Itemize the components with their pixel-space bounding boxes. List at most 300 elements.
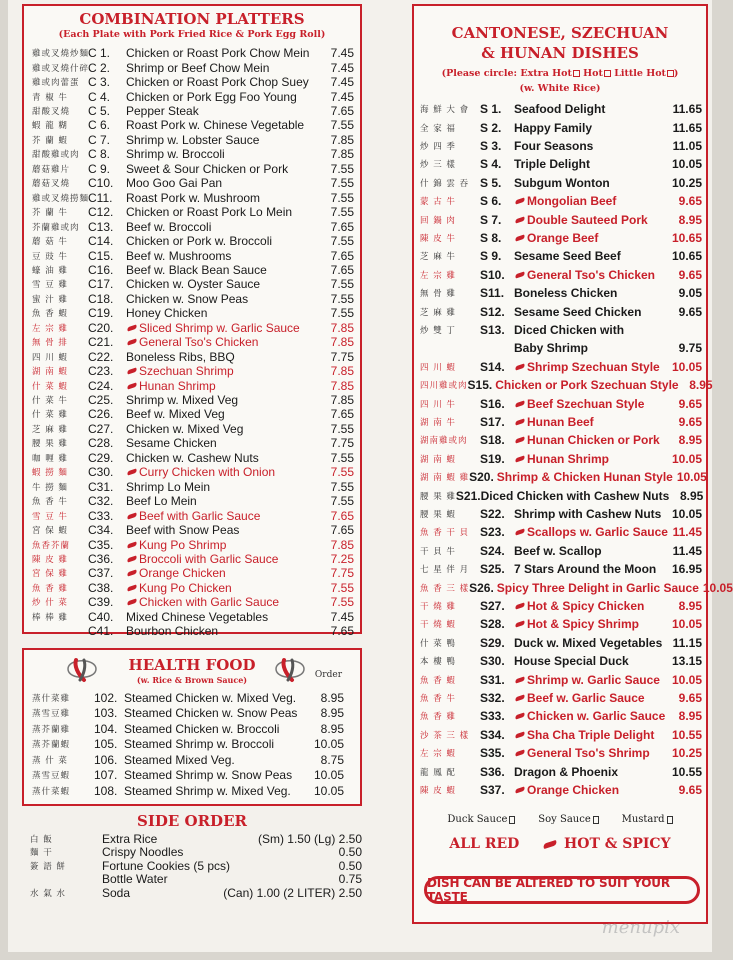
item-code: C36. [88, 551, 114, 566]
item-price: 7.55 [330, 291, 354, 306]
cantonese-item[interactable] [420, 615, 702, 633]
chinese-name: 魚 香 蝦 [32, 309, 68, 320]
chinese-name: 蒙 古 牛 [420, 197, 456, 208]
chinese-name: 蘑菇叉燒 [32, 179, 71, 190]
chinese-name: 什 菜 牛 [32, 396, 68, 407]
cantonese-item[interactable] [420, 505, 702, 523]
item-code: S27. [480, 598, 505, 613]
item-code: C13. [88, 219, 114, 234]
cantonese-item[interactable] [420, 560, 702, 578]
health-item[interactable] [32, 752, 344, 768]
item-name: Shrimp w. Broccoli [126, 147, 225, 162]
item-price: 7.55 [330, 465, 354, 480]
watermark: menupix [601, 917, 680, 938]
item-name: General Tso's Shrimp [527, 746, 650, 761]
health-item[interactable] [32, 783, 344, 799]
item-code: S14. [480, 359, 505, 374]
combo-item[interactable] [32, 393, 354, 407]
item-code: C31. [88, 479, 114, 494]
item-name: Chicken or Pork Egg Foo Young [126, 89, 297, 104]
item-code: C34. [88, 523, 114, 538]
chili-icon [515, 621, 526, 628]
cantonese-item[interactable] [420, 486, 702, 504]
item-price: 7.85 [330, 378, 354, 393]
combo-item[interactable] [32, 162, 354, 176]
chinese-name: 芝 麻 雞 [32, 424, 68, 435]
chinese-name: 芝 麻 雞 [420, 307, 456, 318]
cantonese-item[interactable] [420, 689, 702, 707]
chinese-name: 雞或叉燒炒麵 [32, 49, 90, 60]
hot-checkbox[interactable] [604, 70, 611, 77]
combo-item[interactable] [32, 610, 354, 624]
cantonese-item[interactable] [420, 376, 713, 394]
item-code: C18. [88, 291, 114, 306]
chinese-name: 什 菜 鴨 [420, 638, 456, 649]
item-code: S36. [480, 764, 505, 779]
item-name: House Special Duck [514, 654, 629, 669]
chili-icon [127, 599, 138, 606]
item-name: Hunan Beef [527, 414, 594, 429]
chinese-name: 炒 四 季 [420, 141, 456, 152]
item-code: S 1. [480, 102, 502, 117]
cantonese-item[interactable] [420, 155, 702, 173]
combo-item[interactable] [32, 465, 354, 479]
item-name: Sesame Seed Beef [514, 249, 621, 264]
combo-item[interactable] [32, 451, 354, 465]
combo-item[interactable] [32, 248, 354, 262]
combo-item[interactable] [32, 480, 354, 494]
cantonese-item[interactable] [420, 394, 702, 412]
chinese-name: 雞或叉燒什碎 [32, 63, 90, 74]
chili-icon [493, 383, 494, 387]
item-price: 13.15 [671, 654, 702, 669]
chinese-name: 甜酸雞或肉 [32, 150, 80, 161]
chili-icon [494, 586, 495, 590]
chinese-name: 炒 三 樣 [420, 160, 456, 171]
cantonese-item[interactable] [420, 450, 702, 468]
cantonese-item[interactable] [420, 670, 702, 688]
item-name: Broccoli with Garlic Sauce [139, 551, 279, 566]
chili-icon [127, 469, 138, 476]
combo-item[interactable] [32, 537, 354, 551]
cantonese-item[interactable] [420, 302, 702, 320]
side-item[interactable] [30, 859, 362, 873]
chinese-name: 蒸雪豆雞 [32, 709, 71, 720]
item-name: Pepper Steak [126, 104, 199, 119]
cantonese-item[interactable] [420, 118, 702, 136]
cantonese-item[interactable] [420, 726, 702, 744]
cantonese-item[interactable] [420, 358, 702, 376]
item-price: 7.55 [330, 306, 354, 321]
chinese-name: 什 菜 雞 [32, 410, 68, 421]
chinese-name: 什 菜 蝦 [32, 381, 68, 392]
combo-item[interactable] [32, 552, 354, 566]
item-price: 11.65 [672, 102, 702, 117]
combo-item[interactable] [32, 335, 354, 349]
legend-hot-spicy [542, 836, 670, 852]
chinese-name: 魚 香 蝦 [420, 675, 456, 686]
combo-item[interactable] [32, 364, 354, 378]
item-price: 7.65 [330, 508, 354, 523]
combo-item[interactable] [32, 104, 354, 118]
item-name: 7 Stars Around the Moon [514, 562, 657, 577]
soy-sauce-checkbox[interactable] [593, 816, 599, 824]
cantonese-item[interactable] [420, 781, 702, 799]
item-code: S 7. [480, 212, 502, 227]
hot-label: Hot [583, 68, 603, 79]
item-name: Boneless Chicken [514, 286, 618, 301]
chili-icon [515, 455, 526, 462]
combo-item[interactable] [32, 436, 354, 450]
item-code: C 5. [88, 104, 111, 119]
cantonese-item[interactable] [420, 744, 702, 762]
cantonese-item[interactable] [420, 192, 702, 210]
item-name: Crispy Noodles [102, 845, 184, 860]
item-price: 7.25 [330, 551, 354, 566]
item-name: Beef w. Mixed Veg [126, 407, 225, 422]
item-name: Shrimp Szechuan Style [527, 359, 660, 374]
item-code: C26. [88, 407, 114, 422]
item-name: Shrimp w. Mixed Veg [126, 393, 239, 408]
item-price: 11.65 [672, 120, 702, 135]
duck-sauce-option[interactable] [447, 814, 515, 825]
item-name: Triple Delight [514, 157, 591, 172]
combo-item[interactable] [32, 133, 354, 147]
item-code: C27. [88, 421, 114, 436]
item-code: C39. [88, 595, 114, 610]
cantonese-item[interactable] [420, 266, 702, 284]
combo-item[interactable] [32, 89, 354, 103]
item-code: C28. [88, 436, 114, 451]
item-code: 105. [94, 737, 118, 752]
chinese-name: 陳 皮 雞 [32, 554, 68, 565]
cantonese-item[interactable] [420, 100, 702, 118]
chinese-name: 蒸 什 菜 [32, 755, 68, 766]
combo-item[interactable] [32, 191, 354, 205]
chinese-name: 魚 香 三 樣 [420, 583, 470, 594]
cantonese-item[interactable] [420, 542, 702, 560]
chinese-name: 陳 皮 蝦 [420, 785, 456, 796]
item-name: Moo Goo Gai Pan [126, 176, 223, 191]
little-hot-checkbox[interactable] [667, 70, 674, 77]
combo-item[interactable] [32, 378, 354, 392]
item-price: 7.55 [330, 494, 354, 509]
item-name: Steamed Chicken w. Mixed Veg. [124, 690, 297, 705]
soy-sauce-option[interactable] [538, 814, 598, 825]
combo-item[interactable] [32, 306, 354, 320]
combo-item[interactable] [32, 46, 354, 60]
chinese-name: 牛 撈 麵 [32, 482, 68, 493]
health-item[interactable] [32, 768, 344, 784]
item-name: Boneless Ribs, BBQ [126, 349, 235, 364]
combo-item[interactable] [32, 407, 354, 421]
item-price: 10.05 [313, 783, 344, 798]
health-item[interactable] [32, 690, 344, 706]
item-price: 7.55 [330, 479, 354, 494]
item-price: 7.75 [330, 436, 354, 451]
chinese-name: 左 宗 雞 [32, 323, 68, 334]
chili-icon [515, 419, 526, 426]
item-name: Chicken w. Cashew Nuts [126, 450, 259, 465]
chinese-name: 芥 蘭 蝦 [32, 135, 68, 146]
item-code: S37. [480, 782, 505, 797]
side-item[interactable] [30, 873, 362, 887]
chinese-name: 甜酸叉燒 [32, 107, 71, 118]
cantonese-item[interactable] [420, 431, 702, 449]
item-price: 7.45 [330, 46, 354, 61]
cantonese-item[interactable] [420, 321, 702, 339]
item-code: C40. [88, 609, 114, 624]
mustard-checkbox[interactable] [667, 816, 673, 824]
item-name: Beef Szechuan Style [527, 396, 645, 411]
item-price: 9.65 [678, 267, 702, 282]
cantonese-item[interactable] [420, 413, 702, 431]
chinese-name: 湖 南 牛 [420, 417, 456, 428]
item-price: 7.85 [330, 335, 354, 350]
item-code: C41. [88, 624, 114, 639]
item-price: 7.45 [330, 89, 354, 104]
chinese-name: 干 燒 雞 [420, 601, 456, 612]
item-code: C 7. [88, 132, 111, 147]
item-name: Double Sauteed Pork [527, 212, 648, 227]
health-item[interactable] [32, 737, 344, 753]
chinese-name: 魚 香 牛 [420, 693, 456, 704]
combo-item[interactable] [32, 75, 354, 89]
combo-item[interactable] [32, 523, 354, 537]
combo-item[interactable] [32, 292, 354, 306]
item-name: Beef w. Black Bean Sauce [126, 262, 267, 277]
legend-all-red: ALL RED [449, 836, 520, 852]
mustard-label: Mustard [621, 814, 665, 825]
health-food-section [22, 648, 362, 806]
item-name: Shrimp & Chicken Hunan Style [496, 470, 673, 485]
cantonese-item[interactable] [420, 339, 702, 357]
chinese-name: 七 星 伴 月 [420, 565, 470, 576]
combo-item[interactable] [32, 263, 354, 277]
combo-item[interactable] [32, 118, 354, 132]
item-price: 11.15 [672, 635, 702, 650]
combo-item[interactable] [32, 147, 354, 161]
item-price: 0.50 [338, 858, 362, 873]
item-code: S 6. [480, 194, 502, 209]
cantonese-item[interactable] [420, 578, 733, 596]
cantonese-item[interactable] [420, 210, 702, 228]
item-code: S22. [480, 506, 505, 521]
item-price: 7.55 [330, 421, 354, 436]
combo-item[interactable] [32, 581, 354, 595]
chinese-name: 四 川 蝦 [32, 352, 68, 363]
item-price: 7.45 [330, 60, 354, 75]
chinese-name: 蒸芥蘭雞 [32, 724, 71, 735]
chinese-name: 雞或叉燒撈麵 [32, 193, 90, 204]
chili-icon [515, 437, 526, 444]
item-name: Beef w. Garlic Sauce [527, 690, 645, 705]
chinese-name: 芝 麻 牛 [420, 252, 456, 263]
combo-item[interactable] [32, 508, 354, 522]
item-name: Extra Rice [102, 831, 158, 846]
combo-item[interactable] [32, 624, 354, 638]
cantonese-item[interactable] [420, 707, 702, 725]
item-name: Szechuan Shrimp [139, 364, 234, 379]
health-title: HEALTH FOOD [128, 656, 256, 674]
heat-prefix: (Please circle: [441, 68, 518, 79]
health-item[interactable] [32, 721, 344, 737]
combo-item[interactable] [32, 321, 354, 335]
item-code: C30. [88, 465, 114, 480]
chinese-name: 棒 棒 雞 [32, 612, 68, 623]
item-price: 8.95 [689, 378, 713, 393]
item-price: (Sm) 1.50 (Lg) 2.50 [257, 831, 362, 846]
item-price: 10.05 [671, 672, 702, 687]
item-code: S11. [480, 286, 505, 301]
item-code: S33. [480, 709, 505, 724]
item-price: 9.65 [678, 414, 702, 429]
chili-icon [515, 198, 526, 205]
combination-platters-section [22, 4, 362, 639]
item-code: S13. [480, 322, 505, 337]
side-item[interactable] [30, 846, 362, 860]
item-price: 8.95 [320, 690, 344, 705]
item-price: 7.75 [330, 349, 354, 364]
chinese-name: 魚 香 雞 [32, 583, 68, 594]
item-price: 7.55 [330, 161, 354, 176]
chili-icon [494, 475, 495, 479]
combo-item[interactable] [32, 422, 354, 436]
item-price: 7.65 [330, 262, 354, 277]
heat-selector [414, 68, 706, 79]
cantonese-item[interactable] [420, 634, 702, 652]
item-name: Mongolian Beef [527, 194, 617, 209]
item-name: Diced Chicken with Cashew Nuts [480, 488, 670, 503]
item-name: Beef w. Broccoli [126, 219, 212, 234]
combo-item[interactable] [32, 234, 354, 248]
cantonese-item[interactable] [420, 652, 702, 670]
cantonese-item[interactable] [420, 229, 702, 247]
item-price: 7.55 [330, 595, 354, 610]
item-price: 7.55 [330, 234, 354, 249]
item-name: Beef with Garlic Sauce [139, 508, 261, 523]
item-price: 10.55 [671, 764, 702, 779]
item-name: Hot & Spicy Shrimp [527, 617, 640, 632]
item-name: Subgum Wonton [514, 175, 610, 190]
item-name: Sesame Seed Chicken [514, 304, 642, 319]
mustard-option[interactable] [622, 814, 673, 825]
combo-item[interactable] [32, 60, 354, 74]
chinese-name: 腰 果 雞 [420, 491, 456, 502]
item-code: C25. [88, 393, 114, 408]
cantonese-item[interactable] [420, 284, 702, 302]
cantonese-item[interactable] [420, 762, 702, 780]
item-price: 8.95 [678, 433, 702, 448]
side-item[interactable] [30, 832, 362, 846]
chinese-name: 蒸什菜雞 [32, 693, 71, 704]
cantonese-item[interactable] [420, 137, 702, 155]
cantonese-item[interactable] [420, 468, 707, 486]
item-price: 7.55 [330, 580, 354, 595]
item-name: Chicken w. Garlic Sauce [527, 709, 666, 724]
item-price: 7.55 [330, 205, 354, 220]
chinese-name: 蘑 菇 牛 [32, 237, 68, 248]
cantonese-item[interactable] [420, 597, 702, 615]
item-price: 9.65 [678, 782, 702, 797]
item-name: Orange Chicken [527, 782, 620, 797]
item-name: Chicken or Pork Szechuan Style [495, 378, 679, 393]
chinese-name: 湖南雞或肉 [420, 436, 468, 447]
item-code: C35. [88, 537, 114, 552]
item-name: Chicken or Pork w. Broccoli [126, 234, 273, 249]
chinese-name: 左 宗 雞 [420, 270, 456, 281]
health-item[interactable] [32, 706, 344, 722]
duck-sauce-checkbox[interactable] [509, 816, 515, 824]
item-code: C12. [88, 205, 114, 220]
chili-icon [515, 731, 526, 738]
chinese-name: 海 鮮 大 會 [420, 105, 470, 116]
combo-item[interactable] [32, 176, 354, 190]
combo-item[interactable] [32, 349, 354, 363]
chinese-name: 芥 蘭 牛 [32, 208, 68, 219]
side-order-title: SIDE ORDER [137, 812, 247, 830]
side-item[interactable] [30, 886, 362, 900]
item-name: Sha Cha Triple Delight [527, 727, 655, 742]
item-price: (Can) 1.00 (2 LITER) 2.50 [223, 885, 362, 900]
item-code: C 8. [88, 147, 111, 162]
chinese-name: 宮 保 蝦 [32, 526, 68, 537]
item-name: Chicken w. Mixed Veg [126, 421, 244, 436]
heat-suffix: ) [673, 68, 679, 79]
chinese-name: 四川雞或肉 [420, 381, 468, 392]
cantonese-item[interactable] [420, 247, 702, 265]
item-name: Four Seasons [514, 138, 594, 153]
item-code: S 8. [480, 230, 502, 245]
item-name: Fortune Cookies (5 pcs) [102, 858, 231, 873]
item-name: Sweet & Sour Chicken or Pork [126, 161, 289, 176]
chinese-name: 無 骨 雞 [420, 289, 456, 300]
chili-icon [127, 382, 138, 389]
item-price: 7.55 [330, 450, 354, 465]
item-price: 9.65 [678, 304, 702, 319]
cantonese-item[interactable] [420, 174, 702, 192]
item-name: Sliced Shrimp w. Garlic Sauce [139, 320, 300, 335]
item-code: C38. [88, 580, 114, 595]
combo-item[interactable] [32, 277, 354, 291]
item-code: S29. [480, 635, 505, 650]
chinese-name: 宮 保 雞 [32, 569, 68, 580]
cantonese-item[interactable] [420, 523, 702, 541]
item-name: Roast Pork w. Mushroom [126, 190, 261, 205]
combo-item[interactable] [32, 595, 354, 609]
cantonese-title-1: CANTONESE, SZECHUAN [451, 24, 669, 42]
item-code: C24. [88, 378, 114, 393]
item-name: General Tso's Chicken [527, 267, 656, 282]
item-name: Steamed Shrimp w. Mixed Veg. [124, 783, 291, 798]
item-price: 10.05 [671, 506, 702, 521]
cantonese-section [412, 4, 733, 924]
chinese-name: 簽 語 餅 [30, 861, 66, 872]
soy-sauce-label: Soy Sauce [538, 814, 591, 825]
item-price: 10.05 [671, 617, 702, 632]
chili-icon [515, 787, 526, 794]
chili-icon [515, 750, 526, 757]
chili-icon [127, 541, 138, 548]
item-price: 11.45 [672, 543, 702, 558]
extra-hot-checkbox[interactable] [573, 70, 580, 77]
item-code: S12. [480, 304, 505, 319]
combo-item[interactable] [32, 205, 354, 219]
combo-item[interactable] [32, 219, 354, 233]
combo-item[interactable] [32, 566, 354, 580]
combo-item[interactable] [32, 494, 354, 508]
item-code: S32. [480, 690, 505, 705]
